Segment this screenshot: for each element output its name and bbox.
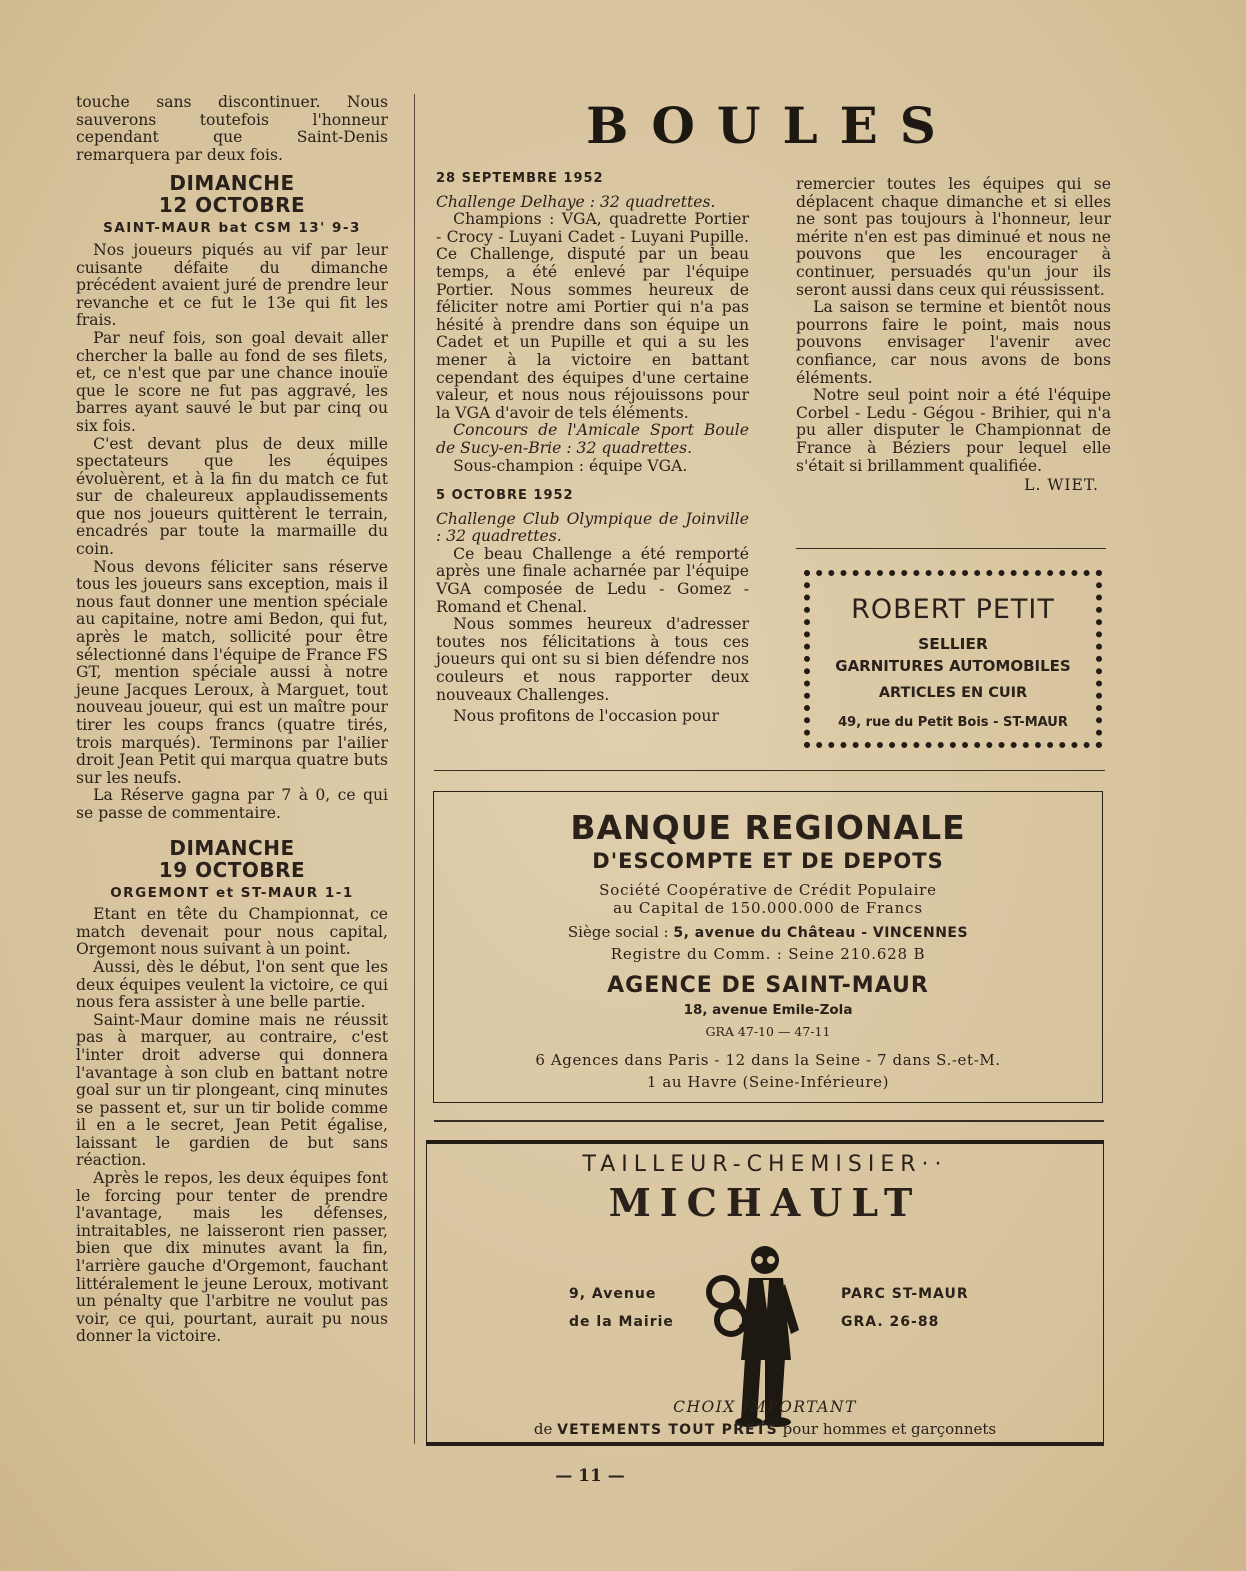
paragraph: Notre seul point noir a été l'équipe Corbel - Ledu - Gégou - Brihier, qui n'a pu aller disputer le Championnat de France à Béziers pour lequel elle s'était si brillamment qualifiée. <box>796 386 1111 475</box>
paragraph: C'est devant plus de deux mille spectateurs que les équipes évoluèrent, et à la fin du match ce fut sur de chaleureux applaudissements que nos joueurs quittèrent le terrain, encadrés par toute la marmaille du coin. <box>76 434 388 559</box>
paragraph: Après le repos, les deux équipes font le forcing pour tenter de prendre l'avantage, mais les défenses, intraitables, ne laisseront rien passer, bien que dix minutes avant la fin, l'arrière gauche d'Orgemont, fauchant littéralement le jeune Leroux, motivant un pénalty que l'arbitre ne voulut pas voir, ce qui, pourtant, aurait pu nous donner la victoire. <box>76 1169 388 1346</box>
bottom-bold: VETEMENTS TOUT PRETS <box>557 1422 778 1438</box>
ad-address <box>569 1280 674 1336</box>
ad-line: SELLIER <box>918 635 988 653</box>
section-heading-19-octobre <box>76 837 388 881</box>
contact-line: PARC ST-MAUR <box>841 1286 969 1302</box>
ad-border-top <box>427 1140 1103 1144</box>
page-number: — 11 — <box>555 1466 625 1486</box>
match-result: SAINT-MAUR bat CSM 13' 9-3 <box>103 220 361 237</box>
ad-address: 49, rue du Petit Bois - ST-MAUR <box>838 715 1068 730</box>
ad-line: GARNITURES AUTOMOBILES <box>835 657 1071 675</box>
paragraph: Ce beau Challenge a été remporté après une finale acharnée par l'équipe VGA composée de Ledu - Gomez - Romand et Chenal. <box>436 544 749 616</box>
heading-date: 12 OCTOBRE <box>158 193 306 218</box>
contact-line: GRA. 26-88 <box>841 1314 940 1330</box>
bank-agencies: 1 au Havre (Seine-Inférieure) <box>646 1073 890 1091</box>
ad-robert-petit <box>804 570 1102 748</box>
paragraph: Saint-Maur domine mais ne réussit pas à marquer, au contraire, c'est l'inter droit adverse qui donnera l'avantage à son club en battant notre goal sur un tir plongeant, cinq minutes se passent et, sur un tir bolide comme il en a le secret, Jean Petit égalise, laissant le gardien de but sans réaction. <box>76 1010 388 1170</box>
bank-name: BANQUE REGIONALE <box>570 808 966 847</box>
paragraph: Etant en tête du Championnat, ce match devenait pour nous capital, Orgemont nous suivant à un point. <box>76 905 388 959</box>
siege-label: Siège social : <box>567 923 669 941</box>
ad-bottom-line <box>427 1420 1103 1438</box>
boules-title: BOULES <box>586 96 958 155</box>
bottom-pre: de <box>533 1420 553 1438</box>
paragraph: Nos joueurs piqués au vif par leur cuisante défaite du dimanche précédent avaient juré de prendre leur revanche et ce fut le 13e qui fit les frais. <box>76 240 388 330</box>
challenge-title: Challenge Delhaye : 32 quadrettes. <box>436 192 716 211</box>
paragraph: Champions : VGA, quadrette Portier - Crocy - Luyani Cadet - Luyani Pupille. Ce Challenge, disputé par un beau temps, a été enlevé par l'équipe Portier. Nous sommes heureux de féliciter notre ami Portier qui n'a pas hésité à prendre dans son équipe un Cadet et un Pupille et qui a su les mener à la victoire en battant cependant des équipes d'une certaine valeur, et nous nous réjouissons pour la VGA d'avoir de tels éléments. <box>436 210 749 422</box>
bank-agence: AGENCE DE SAINT-MAUR <box>607 973 929 998</box>
challenge-title: Concours de l'Amicale Sport Boule de Sucy-en-Brie : 32 quadrettes. <box>436 421 749 457</box>
bank-agencies: 6 Agences dans Paris - 12 dans la Seine - 7 dans S.-et-M. <box>535 1051 1001 1069</box>
ad-profession: TAILLEUR-CHEMISIER·· <box>582 1152 948 1177</box>
address-line: de la Mairie <box>569 1314 674 1330</box>
paragraph: Nous profitons de l'occasion pour <box>453 707 719 726</box>
separator-line <box>796 548 1106 549</box>
column-divider <box>414 94 415 1444</box>
heading-day: DIMANCHE <box>169 835 295 860</box>
bank-subname: D'ESCOMPTE ET DE DEPOTS <box>592 849 944 873</box>
paragraph: La Réserve gagna par 7 à 0, ce qui se passe de commentaire. <box>76 786 388 822</box>
ad-border-bottom <box>427 1442 1103 1446</box>
bank-registre: Registre du Comm. : Seine 210.628 B <box>610 945 926 963</box>
paragraph: Par neuf fois, son goal devait aller chercher la balle au fond de ses filets, et, ce n'est que par une chance inouïe que le score ne fut pas aggravé, les barres ayant sauvé le but par cinq ou six fois. <box>76 328 388 435</box>
paragraph: Aussi, dès le début, l'on sent que les deux équipes veulent la victoire, ce qui nous fera assister à une belle partie. <box>76 957 388 1012</box>
heading-day: DIMANCHE <box>169 171 295 196</box>
separator-line <box>434 1120 1104 1122</box>
bank-siege <box>434 923 1102 941</box>
siege-value: 5, avenue du Château - VINCENNES <box>673 925 969 941</box>
paragraph: Nous devons féliciter sans réserve tous les joueurs sans exception, mais il nous faut donner une mention spéciale au capitaine, notre ami Bedon, qui fut, après le match, sollicité pour être sélectionné dans l'équipe de France FS GT, mention spéciale aussi à notre jeune Jacques Leroux, à Marguet, tout nouveau joueur, qui est un maître pour tirer les coups francs (quatre tirés, trois marqués). Terminons par l'ailier droit Jean Petit qui marqua quatre buts sur les neufs. <box>76 557 388 787</box>
boules-column-right <box>796 176 1111 495</box>
address-line: 9, Avenue <box>569 1286 657 1302</box>
bank-phone: GRA 47-10 — 47-11 <box>705 1024 831 1039</box>
separator-line <box>434 770 1105 771</box>
bank-agence-address: 18, avenue Emile-Zola <box>683 1002 853 1018</box>
bank-line: au Capital de 150.000.000 de Francs <box>613 899 923 917</box>
boules-column-left <box>436 168 749 726</box>
ad-banque-regionale <box>433 791 1103 1103</box>
date-heading: 5 OCTOBRE 1952 <box>436 488 574 504</box>
ad-line: ARTICLES EN CUIR <box>878 685 1028 701</box>
match-result: ORGEMONT et ST-MAUR 1-1 <box>110 884 354 901</box>
signature: L. WIET. <box>1024 476 1099 495</box>
section-heading-12-octobre <box>76 172 388 216</box>
paragraph: La saison se termine et bientôt nous pourrons faire le point, mais nous pouvons envisager l'avenir avec confiance, car nous avons de bons éléments. <box>796 298 1111 387</box>
challenge-title: Challenge Club Olympique de Joinville : 32 quadrettes. <box>436 509 749 546</box>
paragraph: Nous sommes heureux d'adresser toutes nos félicitations à tous ces joueurs qui ont su si bien défendre nos couleurs et nous rapporter deux nouveaux Challenges. <box>436 615 749 704</box>
ad-michault <box>426 1140 1104 1446</box>
date-heading: 28 SEPTEMBRE 1952 <box>436 171 604 186</box>
intro-paragraph: touche sans discontinuer. Nous sauverons toutefois l'honneur cependant que Saint-Denis remarquera par deux fois. <box>76 93 388 164</box>
ad-name: MICHAULT <box>608 1180 922 1225</box>
heading-date: 19 OCTOBRE <box>158 857 306 882</box>
ad-tagline: CHOIX IMPORTANT <box>673 1398 857 1416</box>
ad-name: ROBERT PETIT <box>851 594 1055 625</box>
bank-line: Société Coopérative de Crédit Populaire <box>599 881 937 899</box>
football-column <box>76 94 388 1346</box>
bottom-post: pour hommes et garçonnets <box>782 1420 997 1438</box>
paragraph: remercier toutes les équipes qui se déplacent chaque dimanche et si elles ne sont pas toujours à l'honneur, leur mérite n'en est pas diminué et nous ne pouvons que les encourager à continuer, persuadés qu'un jour ils seront aussi dans ceux qui réussissent. <box>796 175 1111 299</box>
paragraph: Sous-champion : équipe VGA. <box>453 456 688 475</box>
ad-contact <box>841 1280 969 1336</box>
